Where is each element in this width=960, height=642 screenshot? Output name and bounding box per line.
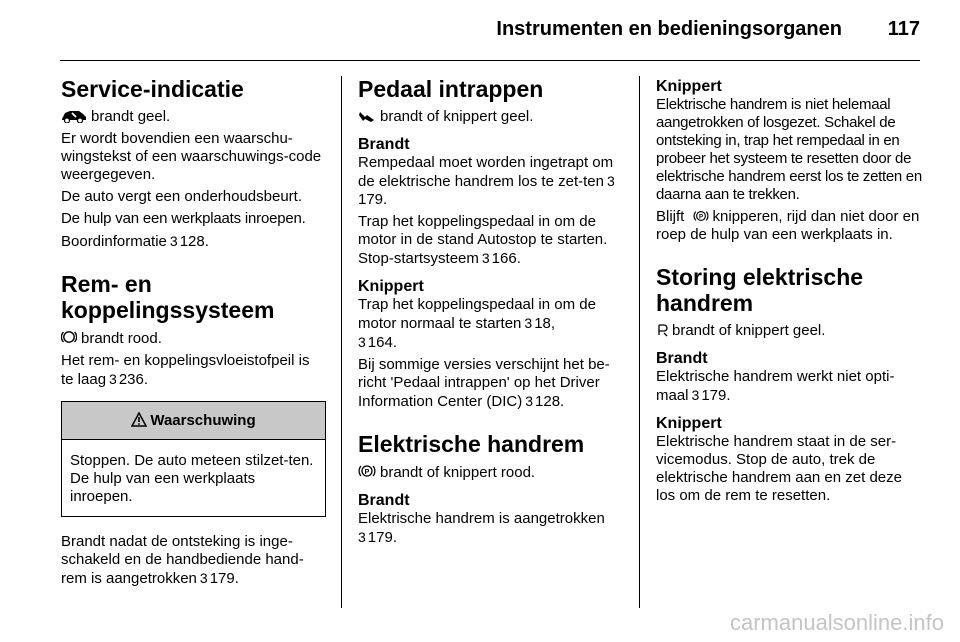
- brake-circle-icon: [61, 329, 77, 345]
- page-ref-symbol: 3: [606, 173, 615, 189]
- pedal-title: Pedaal intrappen: [358, 76, 544, 102]
- knippert-title: Knippert: [656, 78, 722, 95]
- service-status: brandt geel.: [61, 108, 326, 126]
- page-ref-symbol: 3: [169, 233, 178, 249]
- column-2: [358, 76, 624, 551]
- warning-body: Stoppen. De auto meteen stilzet-ten. De hulp van een werkplaats inroepen.: [70, 452, 314, 505]
- column-3: [656, 76, 924, 509]
- storing-status: brandt of knippert geel.: [656, 322, 924, 340]
- page-ref-symbol: 3: [524, 315, 533, 331]
- warning-box: [61, 401, 326, 517]
- column-divider-1: [341, 76, 342, 608]
- pedal-brandt-text-1: Rempedaal moet worden ingetrapt om de elektrische handrem los te zet-ten 3179.: [358, 154, 615, 208]
- service-title: Service-indicatie: [61, 76, 244, 102]
- parking-brake-icon: [358, 463, 376, 479]
- storing-title: Storing elektrische handrem: [656, 264, 864, 316]
- epb-title: Elektrische handrem: [358, 431, 585, 457]
- storing-brandt-title: Brandt: [656, 350, 708, 367]
- pedal-brandt-text-2: Trap het koppelingspedaal in om de motor in de stand Autostop te starten. Stop-startsysteem 3 166.: [358, 213, 608, 267]
- pedal-icon: [358, 109, 376, 123]
- page-ref-symbol: 3: [358, 529, 366, 545]
- page-ref-symbol: 3: [199, 570, 208, 586]
- brake-text: Het rem- en koppelingsvloeistofpeil is te laag 3 236.: [61, 352, 310, 388]
- epb-brandt-text: Elektrische handrem is aangetrokken 3 179.: [358, 510, 605, 546]
- storing-knippert-title: Knippert: [656, 415, 722, 432]
- warning-triangle-icon: [131, 412, 147, 427]
- brake-fault-icon: [656, 323, 668, 337]
- page-ref-symbol: 3: [525, 393, 534, 409]
- header-rule: [60, 60, 920, 61]
- watermark: carmanualsonline.info: [729, 610, 944, 635]
- page-ref-symbol: 3: [109, 371, 117, 387]
- service-text-1: Er wordt bovendien een waarschu-wingstekst of een waarschuwings-code weergegeven.: [61, 130, 322, 183]
- storing-knippert-text: Elektrische handrem staat in de ser-vicemodus. Stop de auto, trek de elektrische handrem aan en zet deze los om de rem te resetten.: [656, 433, 902, 504]
- parking-brake-icon: [693, 209, 709, 223]
- svg-text:P: P: [698, 213, 703, 221]
- column-1: [61, 76, 326, 592]
- storing-brandt-text: Elektrische handrem werkt niet opti-maal 3 179.: [656, 368, 895, 404]
- epb-status: P brandt of knippert rood.: [358, 463, 624, 482]
- knippert-text-1: Elektrische handrem is niet helemaal aangetrokken of losgezet. Schakel de ontsteking in, trap het rempedaal in en probeer het systeem te resetten door de elektrische handrem eerst los te zetten en daarna aan te trekken.: [656, 96, 922, 203]
- knippert-text-2: Blijft P knipperen, rijd dan niet door en roep de hulp van een werkplaats in.: [656, 208, 920, 243]
- header-title: Instrumenten en bedieningsorganen: [496, 18, 842, 40]
- svg-text:P: P: [364, 469, 370, 476]
- warning-heading: Waarschuwing: [62, 402, 325, 440]
- page-header: [0, 0, 960, 62]
- pedal-knippert-text-2: Bij sommige versies verschijnt het be-richt 'Pedaal intrappen' op het Driver Information Center (DIC) 3 128.: [358, 356, 610, 410]
- brake-status: brandt rood.: [61, 329, 326, 348]
- page-ref-symbol: 3: [481, 250, 490, 266]
- pedal-brandt-title: Brandt: [358, 136, 410, 153]
- page-ref-symbol: 3: [691, 387, 700, 403]
- service-text-2: De auto vergt een onderhoudsbeurt.: [61, 188, 303, 205]
- column-divider-2: [639, 76, 640, 608]
- after-warning-text: Brandt nadat de ontsteking is inge-schakeld en de handbediende hand-rem is aangetrokken 3 179.: [61, 533, 304, 587]
- pedal-knippert-text-1: Trap het koppelingspedaal in om de motor normaal te starten 3 18, 3 164.: [358, 296, 596, 351]
- service-ref-text: Boordinformatie 3 128.: [61, 233, 209, 250]
- page-ref-symbol: 3: [358, 334, 366, 350]
- epb-brandt-title: Brandt: [358, 492, 410, 509]
- page-number: 117: [887, 18, 920, 40]
- car-wrench-icon: [61, 109, 87, 123]
- service-text-3: De hulp van een werkplaats inroepen.: [61, 210, 306, 227]
- pedal-status: brandt of knippert geel.: [358, 108, 624, 126]
- brake-title: Rem- en koppelingssysteem: [61, 271, 275, 323]
- pedal-knippert-title: Knippert: [358, 278, 424, 295]
